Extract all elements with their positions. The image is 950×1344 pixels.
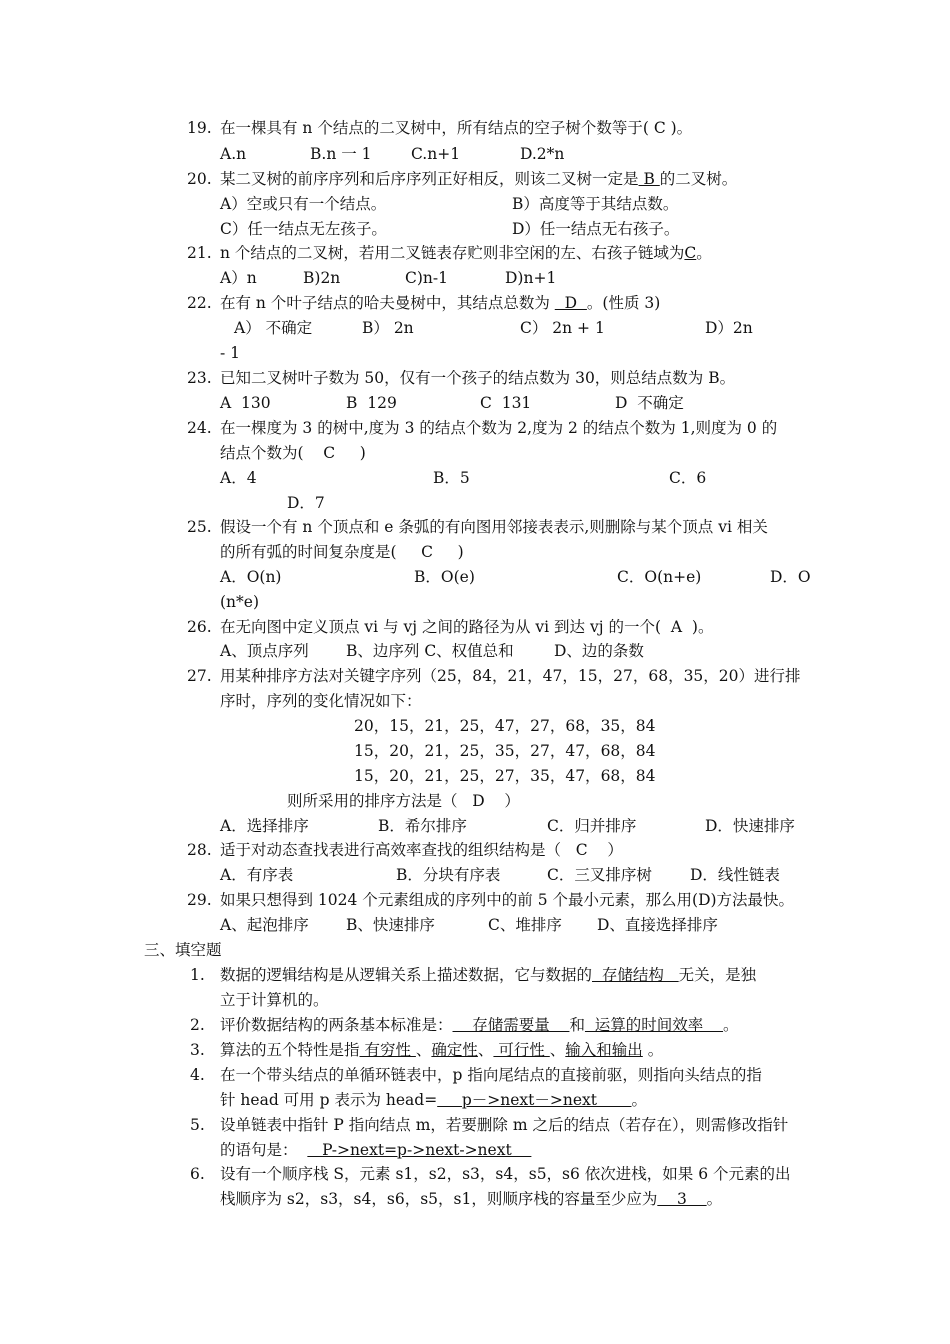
option-a: A．4 (220, 469, 257, 487)
question-number: 28. (187, 841, 212, 859)
question-number: 24. (187, 419, 212, 437)
option-d: D．7 (287, 494, 325, 512)
question-number: 27. (187, 667, 212, 685)
answer-blank: 确定性 (431, 1041, 478, 1059)
option-a: A、顶点序列 (220, 642, 309, 660)
option-c: C 131 (480, 394, 532, 412)
item-text: 评价数据结构的两条基本标准是： 存储需要量 和 运算的时间效率 。 (220, 1016, 739, 1034)
item-number: 2. (190, 1016, 205, 1034)
answer-blank: 存储需要量 (452, 1016, 570, 1034)
question-text-continued: 序时，序列的变化情况如下： (220, 692, 422, 710)
sequence-line: 15，20，21，25，35，27，47，68，84 (354, 742, 656, 760)
option-b: B)2n (303, 269, 341, 287)
item-text: 设单链表中指针 P 指向结点 m，若要删除 m 之后的结点（若存在），则需修改指针 (220, 1116, 789, 1134)
option-b: B 129 (346, 394, 397, 412)
question-text: 已知二叉树叶子数为 50，仅有一个孩子的结点数为 30，则总结点数为 B。 (220, 369, 736, 387)
option-continuation: (n*e) (220, 593, 259, 611)
item-number: 1. (190, 966, 205, 984)
option-b: B．分块有序表 (396, 866, 501, 884)
option-d: D 不确定 (615, 394, 684, 412)
question-text: 某二叉树的前序序列和后序序列正好相反，则该二叉树一定是 B 的二叉树。 (220, 170, 738, 188)
question-number: 22. (187, 294, 212, 312)
option-c: C、堆排序 (488, 916, 562, 934)
item-number: 6. (190, 1165, 205, 1183)
item-text: 在一个带头结点的单循环链表中，p 指向尾结点的直接前驱，则指向头结点的指 (220, 1066, 762, 1084)
item-text-continued: 栈顺序为 s2，s3，s4，s6，s5，s1，则顺序栈的容量至少应为 3 。 (220, 1190, 723, 1208)
item-number: 5. (190, 1116, 205, 1134)
option-b: B．O(e) (414, 568, 475, 586)
option-c: C.n+1 (411, 145, 461, 163)
question-text: 在无向图中定义顶点 vi 与 vj 之间的路径为从 vi 到达 vj 的一个( A )。 (220, 618, 714, 636)
option-d: D．快速排序 (705, 817, 795, 835)
option-b: B.n 一 1 (310, 145, 372, 163)
option-b: B．希尔排序 (378, 817, 467, 835)
option-b: B） 2n (362, 319, 414, 337)
option-a: A．有序表 (220, 866, 294, 884)
option-d: D．O (770, 568, 811, 586)
item-text-continued: 立于计算机的。 (220, 991, 329, 1009)
option-d: D．线性链表 (690, 866, 780, 884)
question-number: 20. (187, 170, 212, 188)
item-text-continued: 针 head 可用 p 表示为 head= p－>next－>next 。 (220, 1091, 647, 1109)
question-text: 在一棵具有 n 个结点的二叉树中，所有结点的空子树个数等于( C )。 (220, 119, 693, 137)
question-text: 用某种排序方法对关键字序列（25，84，21，47，15，27，68，35，20）进行排 (220, 667, 801, 685)
option-b: B、边序列 C、权值总和 (346, 642, 514, 660)
option-d: D.2*n (520, 145, 565, 163)
question-number: 25. (187, 518, 212, 536)
answer-blank: P->next=p->next->next (307, 1141, 532, 1159)
item-text-continued: 的语句是： P->next=p->next->next (220, 1141, 532, 1159)
item-number: 4. (190, 1066, 205, 1084)
option-c: C)n-1 (405, 269, 448, 287)
question-text: 在有 n 个叶子结点的哈夫曼树中，其结点总数为 D 。(性质 3) (220, 294, 661, 312)
option-d: D、直接选择排序 (597, 916, 718, 934)
question-text: 适于对动态查找表进行高效率查找的组织结构是（ C ） (220, 841, 623, 859)
question-number: 26. (187, 618, 212, 636)
option-b: B．5 (433, 469, 470, 487)
question-text: n 个结点的二叉树，若用二叉链表存贮则非空闲的左、右孩子链域为C。 (220, 244, 712, 262)
option-a: A．选择排序 (220, 817, 309, 835)
answer-blank: 输入和输出 (565, 1041, 643, 1059)
item-text: 设有一个顺序栈 S，元素 s1，s2，s3，s4，s5，s6 依次进栈，如果 6 个元素的出 (220, 1165, 791, 1183)
option-c: C．三叉排序树 (547, 866, 652, 884)
answer-blank: 有穷性 (359, 1041, 416, 1059)
question-number: 19. (187, 119, 212, 137)
question-prompt: 则所采用的排序方法是（ D ） (287, 792, 520, 810)
question-text-continued: 的所有弧的时间复杂度是( C ) (220, 543, 464, 561)
option-c: C．归并排序 (547, 817, 637, 835)
option-continuation: - 1 (220, 344, 241, 362)
question-text: 假设一个有 n 个顶点和 e 条弧的有向图用邻接表表示,则删除与某个顶点 vi 相关 (220, 518, 768, 536)
answer-blank: 可行性 (493, 1041, 550, 1059)
option-a: A.n (220, 145, 247, 163)
item-number: 3. (190, 1041, 205, 1059)
item-text: 数据的逻辑结构是从逻辑关系上描述数据，它与数据的 存储结构 无关，是独 (220, 966, 757, 984)
option-a: A、起泡排序 (220, 916, 309, 934)
option-a: A）n (220, 269, 257, 287)
answer-blank: 3 (657, 1190, 707, 1208)
sequence-line: 15，20，21，25，27，35，47，68，84 (354, 767, 656, 785)
option-a: A） 不确定 (234, 319, 313, 337)
option-a: A 130 (220, 394, 271, 412)
option-d: D)n+1 (505, 269, 557, 287)
section-heading: 三、填空题 (144, 941, 222, 959)
option-d: D）任一结点无右孩子。 (512, 220, 680, 238)
option-c: C．6 (669, 469, 707, 487)
question-number: 21. (187, 244, 212, 262)
question-text-continued: 结点个数为( C ) (220, 444, 366, 462)
option-a: A）空或只有一个结点。 (220, 195, 387, 213)
question-number: 23. (187, 369, 212, 387)
question-number: 29. (187, 891, 212, 909)
answer-blank: p－>next－>next (437, 1091, 632, 1109)
question-text: 如果只想得到 1024 个元素组成的序列中的前 5 个最小元素，那么用(D)方法最快。 (220, 891, 795, 909)
option-b: B）高度等于其结点数。 (512, 195, 679, 213)
option-a: A．O(n) (220, 568, 282, 586)
answer-blank: B (638, 170, 660, 188)
answer-blank: 存储结构 (592, 966, 679, 984)
answer-blank: 运算的时间效率 (584, 1016, 724, 1034)
answer-blank: D (554, 294, 587, 312)
option-d: D）2n (705, 319, 753, 337)
option-d: D、边的条数 (554, 642, 644, 660)
option-c: C） 2n + 1 (520, 319, 605, 337)
answer-blank: C (684, 244, 697, 262)
option-c: C）任一结点无左孩子。 (220, 220, 387, 238)
question-text: 在一棵度为 3 的树中,度为 3 的结点个数为 2,度为 2 的结点个数为 1,则度为 0 的 (220, 419, 778, 437)
sequence-line: 20，15，21，25，47，27，68，35，84 (354, 717, 656, 735)
item-text: 算法的五个特性是指 有穷性 、确定性、 可行性 、输入和输出 。 (220, 1041, 664, 1059)
option-b: B、快速排序 (346, 916, 435, 934)
option-c: C．O(n+e) (617, 568, 702, 586)
